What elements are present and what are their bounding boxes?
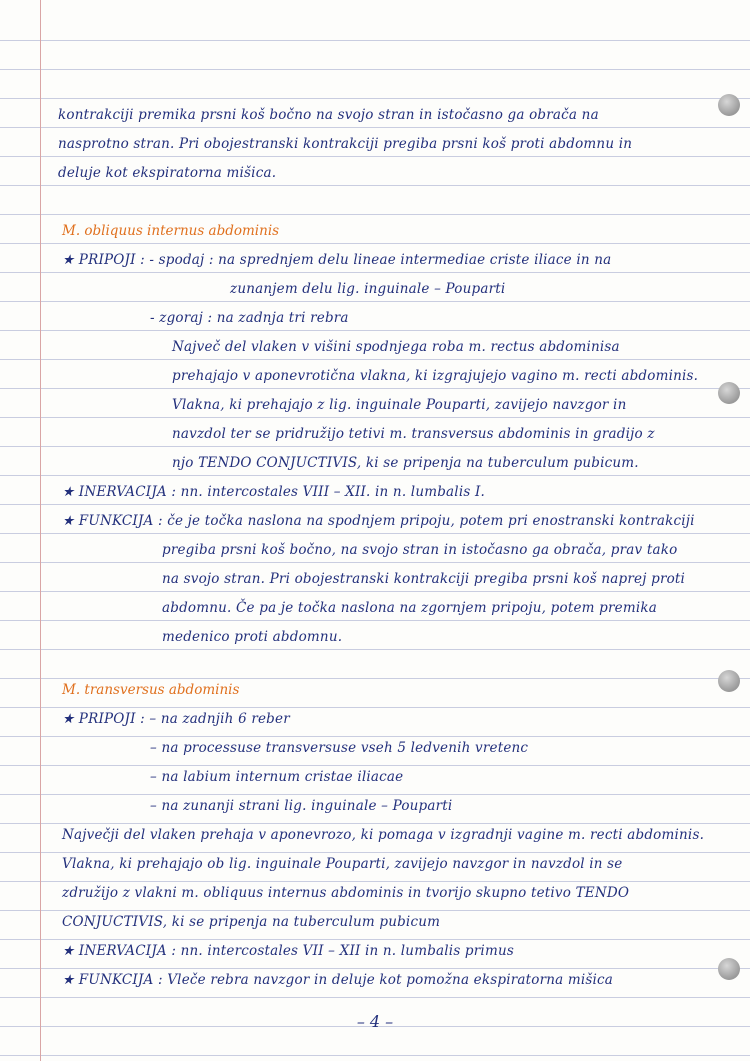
text-line: navzdol ter se pridružijo tetivi m. transversus abdominis in gradijo z [172, 426, 655, 442]
text-line: CONJUCTIVIS, ki se pripenja na tuberculum pubicum [62, 914, 441, 930]
text-line: zunanjem delu lig. inguinale – Pouparti [230, 281, 506, 297]
text-line: ★ FUNKCIJA : če je točka naslona na spodnjem pripoju, potem pri enostranski kontrakciji [62, 513, 695, 529]
text-line: Vlakna, ki prehajajo ob lig. inguinale Pouparti, zavijejo navzgor in navzdol in se [62, 856, 623, 872]
text-line: Vlakna, ki prehajajo z lig. inguinale Pouparti, zavijejo navzgor in [172, 397, 627, 413]
text-line: ★ FUNKCIJA : Vleče rebra navzgor in deluje kot pomožna ekspiratorna mišica [62, 972, 614, 988]
section-heading: M. obliquus internus abdominis [62, 223, 280, 239]
text-line: Največ del vlaken v višini spodnjega roba m. rectus abdominisa [172, 339, 620, 355]
text-line: – na processuse transversuse vseh 5 ledvenih vretenc [150, 740, 529, 756]
punch-hole [718, 670, 740, 692]
text-line: njo TENDO CONJUCTIVIS, ki se pripenja na tuberculum pubicum. [172, 455, 639, 471]
text-line: ★ PRIPOJI : - spodaj : na sprednjem delu lineae intermediae criste iliace in na [62, 252, 612, 268]
text-line: na svojo stran. Pri obojestranski kontrakciji pregiba prsni koš naprej proti [162, 571, 686, 587]
punch-hole [718, 382, 740, 404]
text-line: deluje kot ekspiratorna mišica. [58, 165, 277, 181]
text-line: - zgoraj : na zadnja tri rebra [150, 310, 349, 326]
text-line: ★ INERVACIJA : nn. intercostales VIII – XII. in n. lumbalis I. [62, 484, 485, 500]
punch-hole [718, 94, 740, 116]
text-line: – na labium internum cristae iliacae [150, 769, 404, 785]
text-line: pregiba prsni koš bočno, na svojo stran in istočasno ga obrača, prav tako [162, 542, 678, 558]
text-line: Največji del vlaken prehaja v aponevrozo, ki pomaga v izgradnji vagine m. recti abdominis. [62, 827, 705, 843]
text-line: združijo z vlakni m. obliquus internus abdominis in tvorijo skupno tetivo TENDO [62, 885, 630, 901]
section-heading: M. transversus abdominis [62, 682, 240, 698]
margin-line [40, 0, 41, 1061]
text-line: medenico proti abdomnu. [162, 629, 343, 645]
text-line: – na zunanji strani lig. inguinale – Pouparti [150, 798, 453, 814]
text-line: kontrakciji premika prsni koš bočno na svojo stran in istočasno ga obrača na [58, 107, 599, 123]
text-line: ★ PRIPOJI : – na zadnjih 6 reber [62, 711, 290, 727]
punch-hole [718, 958, 740, 980]
text-line: prehajajo v aponevrotična vlakna, ki izgrajujejo vagino m. recti abdominis. [172, 368, 699, 384]
text-line: nasprotno stran. Pri obojestranski kontrakciji pregiba prsni koš proti abdomnu in [58, 136, 633, 152]
text-line: abdomnu. Če pa je točka naslona na zgornjem pripoju, potem premika [162, 600, 657, 616]
text-line: ★ INERVACIJA : nn. intercostales VII – XII in n. lumbalis primus [62, 943, 514, 959]
page-number: – 4 – [356, 1012, 394, 1031]
